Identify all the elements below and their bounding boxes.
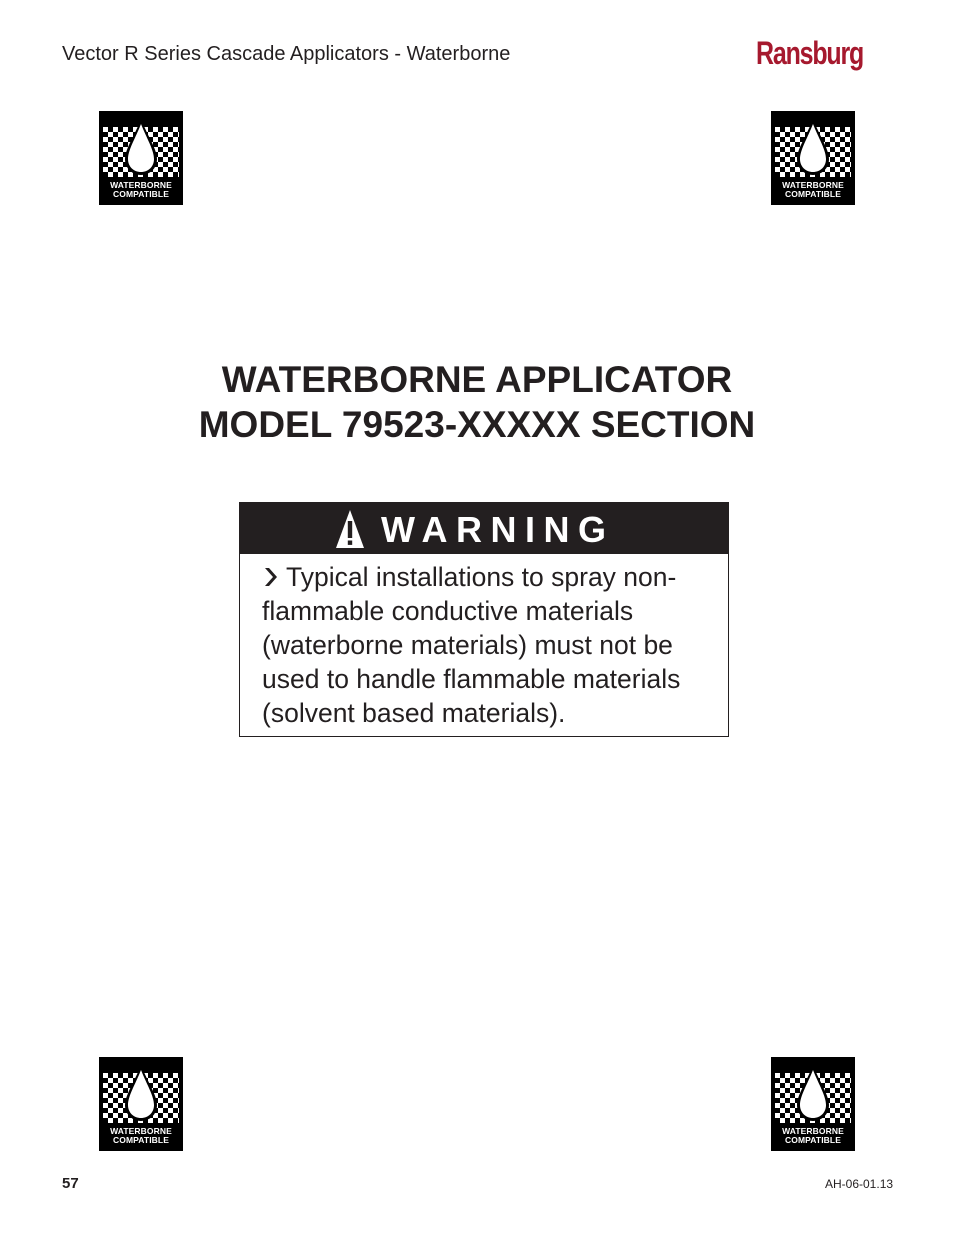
page-number: 57 — [62, 1175, 79, 1192]
waterborne-badge-bottom-right — [771, 1057, 855, 1151]
water-drop-checker-icon — [771, 111, 855, 181]
badge-label-line1: WATERBORNE — [110, 180, 172, 190]
water-drop-checker-icon — [99, 111, 183, 181]
badge-label-line2: COMPATIBLE — [785, 1135, 841, 1145]
warning-label: WARNING — [381, 509, 615, 550]
waterborne-badge-top-left — [99, 111, 183, 205]
warning-text — [262, 560, 724, 730]
waterborne-badge-top-right — [771, 111, 855, 205]
waterborne-badge-bottom-left — [99, 1057, 183, 1151]
page-header-title: Vector R Series Cascade Applicators - Waterborne — [62, 43, 511, 65]
section-title-line1: WATERBORNE APPLICATOR — [221, 359, 733, 400]
section-title-line2: MODEL 79523-XXXXX SECTION — [198, 404, 756, 445]
water-drop-checker-icon — [99, 1057, 183, 1127]
document-code: AH-06-01.13 — [825, 1177, 894, 1191]
badge-label-line2: COMPATIBLE — [113, 189, 169, 199]
badge-label-line1: WATERBORNE — [782, 180, 844, 190]
brand-logo: Ransburg — [756, 35, 864, 71]
badge-label-line2: COMPATIBLE — [113, 1135, 169, 1145]
chevron-right-icon — [262, 567, 280, 587]
badge-label-line1: WATERBORNE — [110, 1126, 172, 1136]
warning-box — [239, 502, 729, 737]
warning-header — [240, 503, 728, 554]
badge-label-line1: WATERBORNE — [782, 1126, 844, 1136]
exclamation-triangle-icon — [335, 509, 365, 549]
warning-message: Typical installations to spray non-flammable conductive materials (waterborne materials) must not be used to handle flammable materials (solvent based materials). — [262, 562, 681, 728]
badge-label-line2: COMPATIBLE — [785, 189, 841, 199]
water-drop-checker-icon — [771, 1057, 855, 1127]
